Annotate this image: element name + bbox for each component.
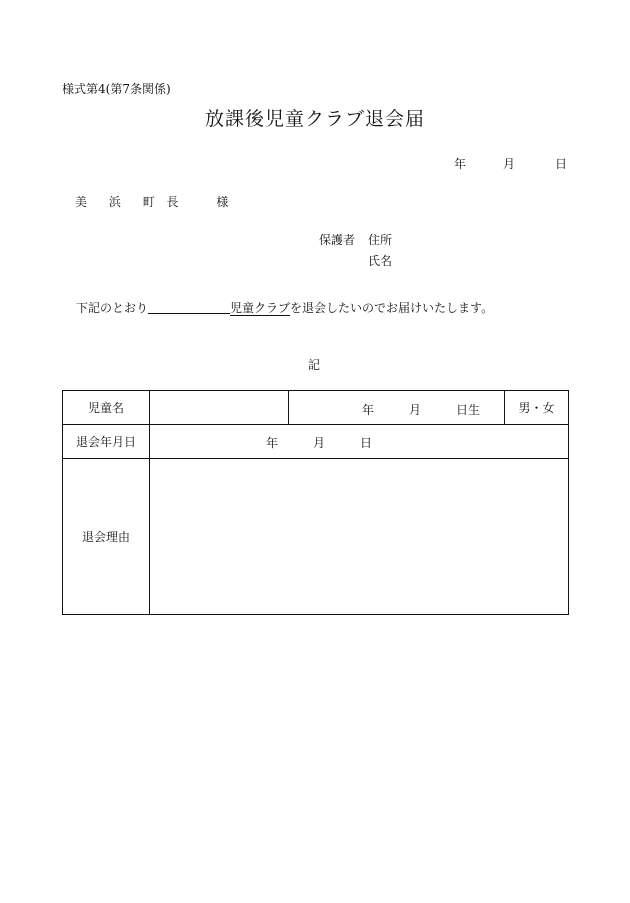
addressee-honorific: 様 bbox=[216, 195, 229, 209]
birth-day-label: 日生 bbox=[456, 403, 481, 417]
guardian-label: 保護者 bbox=[319, 233, 356, 247]
club-name-blank[interactable] bbox=[148, 301, 230, 314]
child-name-label: 児童名 bbox=[63, 391, 150, 425]
addressee-char-1: 美 bbox=[75, 195, 88, 209]
leave-date-label: 退会年月日 bbox=[63, 425, 150, 459]
date-month-label: 月 bbox=[503, 157, 516, 171]
leave-date-row bbox=[63, 425, 569, 459]
addressee-char-2: 浜 bbox=[108, 195, 121, 209]
child-row bbox=[63, 391, 569, 425]
addressee-char-3: 町 bbox=[142, 195, 155, 209]
leave-year-label: 年 bbox=[266, 436, 279, 450]
leave-month-label: 月 bbox=[313, 436, 326, 450]
reason-field[interactable] bbox=[150, 459, 569, 615]
guardian-address-label: 住所 bbox=[368, 233, 393, 247]
ki-heading: 記 bbox=[308, 358, 321, 372]
date-day-label: 日 bbox=[555, 157, 568, 171]
birthdate-field[interactable] bbox=[289, 391, 505, 425]
statement-club: 児童クラブ bbox=[230, 301, 291, 315]
child-name-field[interactable] bbox=[150, 391, 289, 425]
form-number: 様式第4(第7条関係) bbox=[62, 82, 171, 96]
statement-suffix: を退会したいのでお届けいたします。 bbox=[290, 301, 494, 315]
birth-month-label: 月 bbox=[409, 403, 422, 417]
withdrawal-table bbox=[62, 390, 569, 615]
document-title: 放課後児童クラブ退会届 bbox=[204, 108, 425, 130]
guardian-name-label: 氏名 bbox=[368, 254, 393, 268]
leave-day-label: 日 bbox=[360, 436, 373, 450]
statement-prefix: 下記のとおり bbox=[76, 301, 149, 315]
addressee bbox=[75, 193, 228, 210]
statement bbox=[76, 299, 493, 316]
date-year-label: 年 bbox=[454, 157, 467, 171]
reason-row bbox=[63, 459, 569, 615]
gender-field[interactable]: 男・女 bbox=[505, 391, 569, 425]
leave-date-field[interactable] bbox=[150, 425, 569, 459]
reason-label: 退会理由 bbox=[63, 459, 150, 615]
birth-year-label: 年 bbox=[362, 403, 375, 417]
addressee-char-4: 長 bbox=[166, 195, 179, 209]
